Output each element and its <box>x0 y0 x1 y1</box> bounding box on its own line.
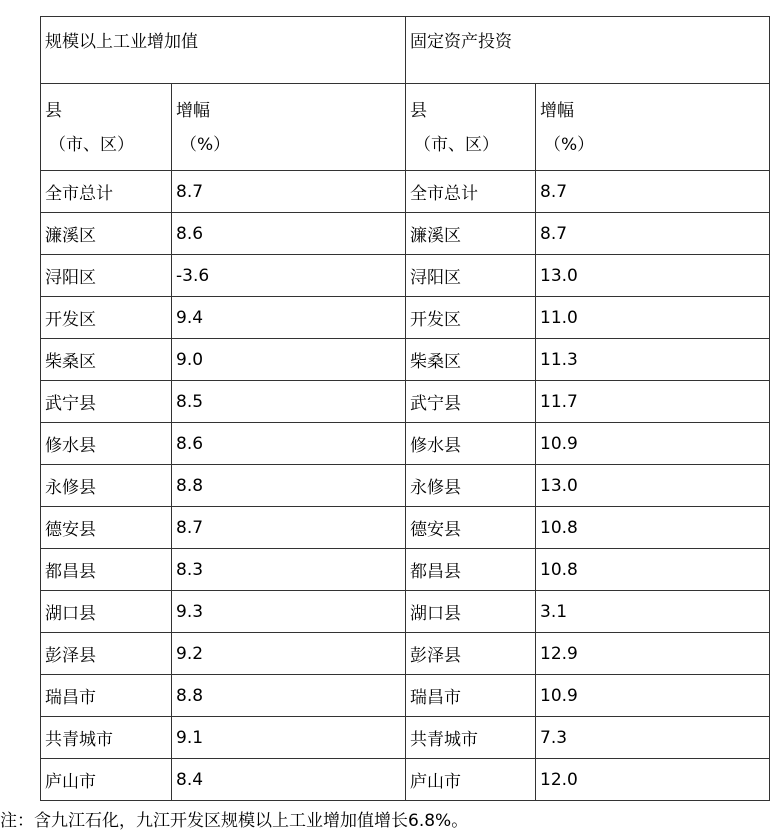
growth-b-cell: 3.1 <box>536 591 770 633</box>
county-a-cell: 共青城市 <box>41 717 172 759</box>
statistics-table <box>40 16 770 801</box>
county-b-cell: 庐山市 <box>406 759 536 801</box>
growth-b-cell: 7.3 <box>536 717 770 759</box>
sub-header-growth-b <box>536 84 770 171</box>
sub-header-line2: （%） <box>180 135 231 155</box>
growth-a-cell: 9.2 <box>172 633 406 675</box>
county-a-cell: 都昌县 <box>41 549 172 591</box>
group-header-investment: 固定资产投资 <box>406 17 770 84</box>
growth-b-cell: 11.0 <box>536 297 770 339</box>
growth-a-cell: 9.4 <box>172 297 406 339</box>
county-a-cell: 德安县 <box>41 507 172 549</box>
growth-a-cell: 8.6 <box>172 213 406 255</box>
table-row <box>41 255 770 297</box>
growth-a-cell: -3.6 <box>172 255 406 297</box>
table-row <box>41 633 770 675</box>
county-a-cell: 开发区 <box>41 297 172 339</box>
growth-b-cell: 11.7 <box>536 381 770 423</box>
county-b-cell: 全市总计 <box>406 171 536 213</box>
sub-header-line2: （市、区） <box>49 135 134 155</box>
growth-a-cell: 8.7 <box>172 171 406 213</box>
growth-b-cell: 8.7 <box>536 213 770 255</box>
sub-header-county-b <box>406 84 536 171</box>
table-row <box>41 297 770 339</box>
table-row <box>41 213 770 255</box>
growth-b-cell: 12.0 <box>536 759 770 801</box>
growth-a-cell: 9.3 <box>172 591 406 633</box>
table-row <box>41 423 770 465</box>
growth-a-cell: 8.6 <box>172 423 406 465</box>
county-b-cell: 德安县 <box>406 507 536 549</box>
county-a-cell: 庐山市 <box>41 759 172 801</box>
county-a-cell: 湖口县 <box>41 591 172 633</box>
sub-header-line1: 县 <box>410 101 427 121</box>
growth-b-cell: 13.0 <box>536 465 770 507</box>
table-row <box>41 507 770 549</box>
county-a-cell: 修水县 <box>41 423 172 465</box>
table-row <box>41 759 770 801</box>
group-header-row <box>41 17 770 84</box>
growth-a-cell: 9.0 <box>172 339 406 381</box>
sub-header-line1: 增幅 <box>176 101 210 121</box>
county-b-cell: 瑞昌市 <box>406 675 536 717</box>
county-a-cell: 浔阳区 <box>41 255 172 297</box>
growth-b-cell: 10.8 <box>536 549 770 591</box>
county-b-cell: 开发区 <box>406 297 536 339</box>
table-row <box>41 465 770 507</box>
county-a-cell: 柴桑区 <box>41 339 172 381</box>
growth-b-cell: 10.8 <box>536 507 770 549</box>
table-row <box>41 381 770 423</box>
table-row <box>41 591 770 633</box>
sub-header-line1: 增幅 <box>540 101 574 121</box>
county-b-cell: 彭泽县 <box>406 633 536 675</box>
table-row <box>41 339 770 381</box>
county-b-cell: 武宁县 <box>406 381 536 423</box>
growth-a-cell: 8.8 <box>172 465 406 507</box>
table-row <box>41 549 770 591</box>
county-b-cell: 濂溪区 <box>406 213 536 255</box>
county-b-cell: 修水县 <box>406 423 536 465</box>
growth-b-cell: 12.9 <box>536 633 770 675</box>
growth-a-cell: 8.8 <box>172 675 406 717</box>
county-a-cell: 濂溪区 <box>41 213 172 255</box>
sub-header-growth-a <box>172 84 406 171</box>
county-b-cell: 都昌县 <box>406 549 536 591</box>
county-a-cell: 全市总计 <box>41 171 172 213</box>
group-header-industry: 规模以上工业增加值 <box>41 17 406 84</box>
growth-a-cell: 8.3 <box>172 549 406 591</box>
county-b-cell: 浔阳区 <box>406 255 536 297</box>
table-row <box>41 675 770 717</box>
sub-header-line2: （市、区） <box>414 135 499 155</box>
growth-b-cell: 11.3 <box>536 339 770 381</box>
growth-b-cell: 10.9 <box>536 675 770 717</box>
growth-b-cell: 10.9 <box>536 423 770 465</box>
sub-header-county-a <box>41 84 172 171</box>
sub-header-row <box>41 84 770 171</box>
sub-header-line2: （%） <box>544 135 595 155</box>
growth-a-cell: 8.7 <box>172 507 406 549</box>
growth-b-cell: 8.7 <box>536 171 770 213</box>
table-row <box>41 171 770 213</box>
county-b-cell: 湖口县 <box>406 591 536 633</box>
county-a-cell: 永修县 <box>41 465 172 507</box>
county-a-cell: 彭泽县 <box>41 633 172 675</box>
growth-a-cell: 9.1 <box>172 717 406 759</box>
county-b-cell: 永修县 <box>406 465 536 507</box>
growth-a-cell: 8.4 <box>172 759 406 801</box>
county-b-cell: 柴桑区 <box>406 339 536 381</box>
sub-header-line1: 县 <box>45 101 62 121</box>
growth-a-cell: 8.5 <box>172 381 406 423</box>
county-a-cell: 瑞昌市 <box>41 675 172 717</box>
county-b-cell: 共青城市 <box>406 717 536 759</box>
growth-b-cell: 13.0 <box>536 255 770 297</box>
footnote: 注：含九江石化，九江开发区规模以上工业增加值增长6.8%。 <box>0 811 469 831</box>
county-a-cell: 武宁县 <box>41 381 172 423</box>
table-row <box>41 717 770 759</box>
